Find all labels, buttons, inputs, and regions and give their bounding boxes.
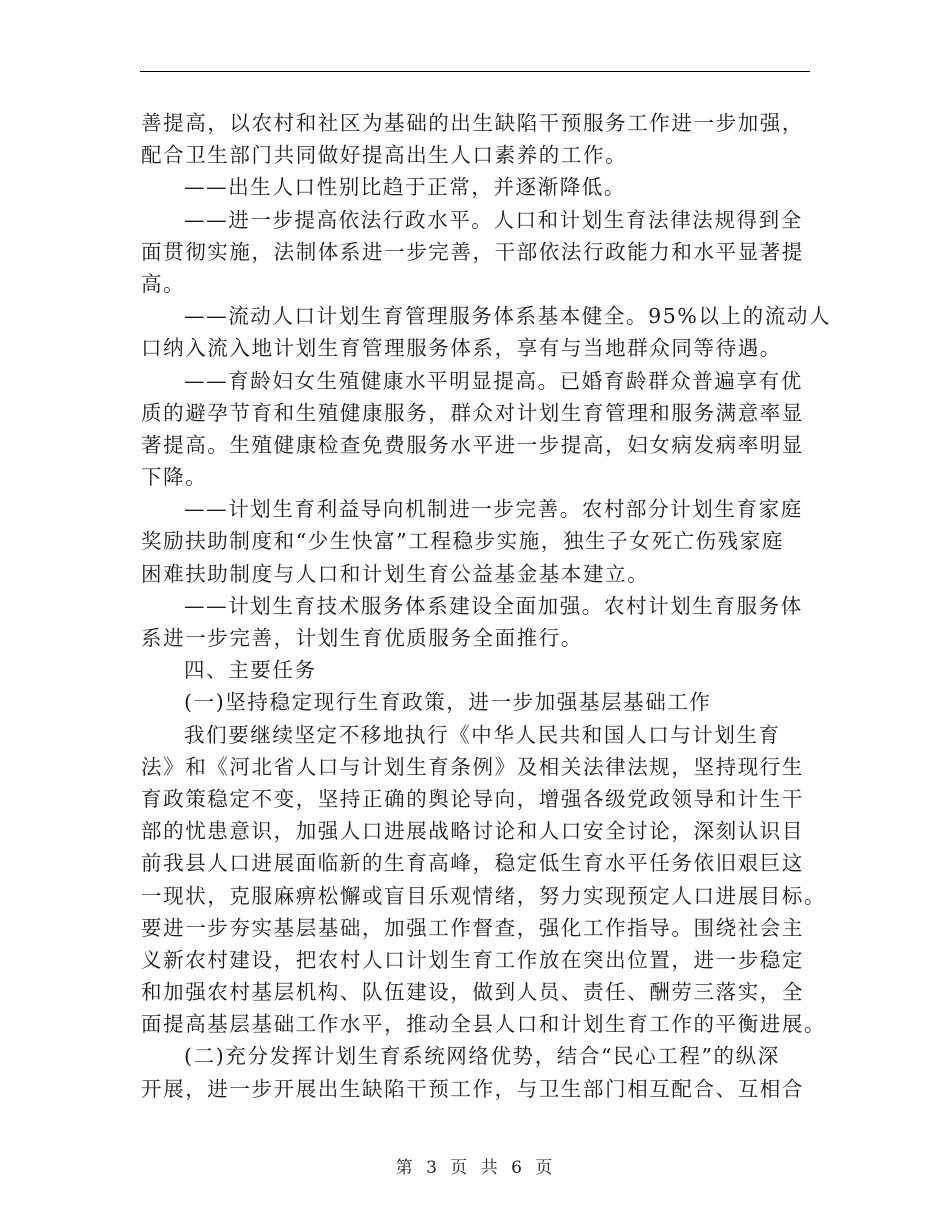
text-line: 和加强农村基层机构、队伍建设，做到人员、责任、酬劳三落实，全 [141,980,804,1005]
footer-prefix: 第 [395,1158,415,1178]
text-line: 开展，进一步开展出生缺陷干预工作，与卫生部门相互配合、互相合 [141,1076,804,1101]
document-body [141,107,832,1105]
total-pages: 6 [511,1158,524,1178]
text-line: ——计划生育利益导向机制进一步完善。农村部分计划生育家庭 [184,497,803,522]
text-line: ——出生人口性别比趋于正常，并逐渐降低。 [184,175,626,200]
text-line: ——育龄妇女生殖健康水平明显提高。已婚育龄群众普遍享有优 [184,368,803,393]
text-line: ——计划生育技术服务体系建设全面加强。农村计划生育服务体 [184,593,803,618]
header-rule [140,71,810,72]
text-line: 著提高。生殖健康检查免费服务水平进一步提高，妇女病发病率明显 [141,432,804,457]
text-line: 面提高基层基础工作水平，推动全县人口和计划生育工作的平衡进展。 [141,1012,827,1037]
text-line: 要进一步夯实基层基础，加强工作督查，强化工作指导。围绕社会主 [141,915,804,940]
text-line: 部的忧患意识，加强人口进展战略讨论和人口安全讨论，深刻认识目 [141,819,804,844]
text-line: 系进一步完善，计划生育优质服务全面推行。 [141,626,583,650]
page-number: 3 [426,1158,439,1178]
text-line: (二)充分发挥计划生育系统网络优势，结合“民心工程”的纵深 [184,1044,780,1069]
page-footer [0,1153,950,1178]
footer-suffix: 页 [535,1158,555,1178]
text-line: 我们要继续坚定不移地执行《中华人民共和国人口与计划生育 [184,722,781,747]
text-line: 育政策稳定不变，坚持正确的舆论导向，增强各级党政领导和计生干 [141,786,804,811]
text-line: 质的避孕节育和生殖健康服务，群众对计划生育管理和服务满意率显 [141,400,804,425]
text-line: 困难扶助制度与人口和计划生育公益基金基本建立。 [141,561,650,586]
text-line: 配合卫生部门共同做好提高出生人口素养的工作。 [141,143,628,168]
text-line: 高。 [141,271,186,296]
text-line: ——进一步提高依法行政水平。人口和计划生育法律法规得到全 [184,207,803,232]
text-line: 一现状，克服麻痹松懈或盲目乐观情绪，努力实现预定人口进展目标。 [141,883,827,908]
footer-middle1: 页 [450,1158,470,1178]
text-line: 善提高，以农村和社区为基础的出生缺陷干预服务工作进一步加强， [141,111,804,135]
subsection-heading: (一)坚持稳定现行生育政策，进一步加强基层基础工作 [184,690,712,715]
text-line: 奖励扶助制度和“少生快富”工程稳步实施，独生子女死亡伤残家庭 [141,529,784,554]
text-line: 口纳入流入地计划生育管理服务体系，享有与当地群众同等待遇。 [141,336,782,361]
text-line: 前我县人口进展面临新的生育高峰，稳定低生育水平任务依旧艰巨这 [141,851,804,876]
text-line: 面贯彻实施，法制体系进一步完善，干部依法行政能力和水平显著提 [141,239,804,264]
text-line: 下降。 [141,465,208,490]
text-line: ——流动人口计划生育管理服务体系基本健全。95%以上的流动人 [184,304,832,329]
text-line: 法》和《河北省人口与计划生育条例》及相关法律法规，坚持现行生 [141,754,804,779]
text-line: 义新农村建设，把农村人口计划生育工作放在突出位置，进一步稳定 [141,947,804,972]
section-heading: 四、主要任务 [184,658,317,683]
footer-middle2: 共 [480,1158,500,1178]
